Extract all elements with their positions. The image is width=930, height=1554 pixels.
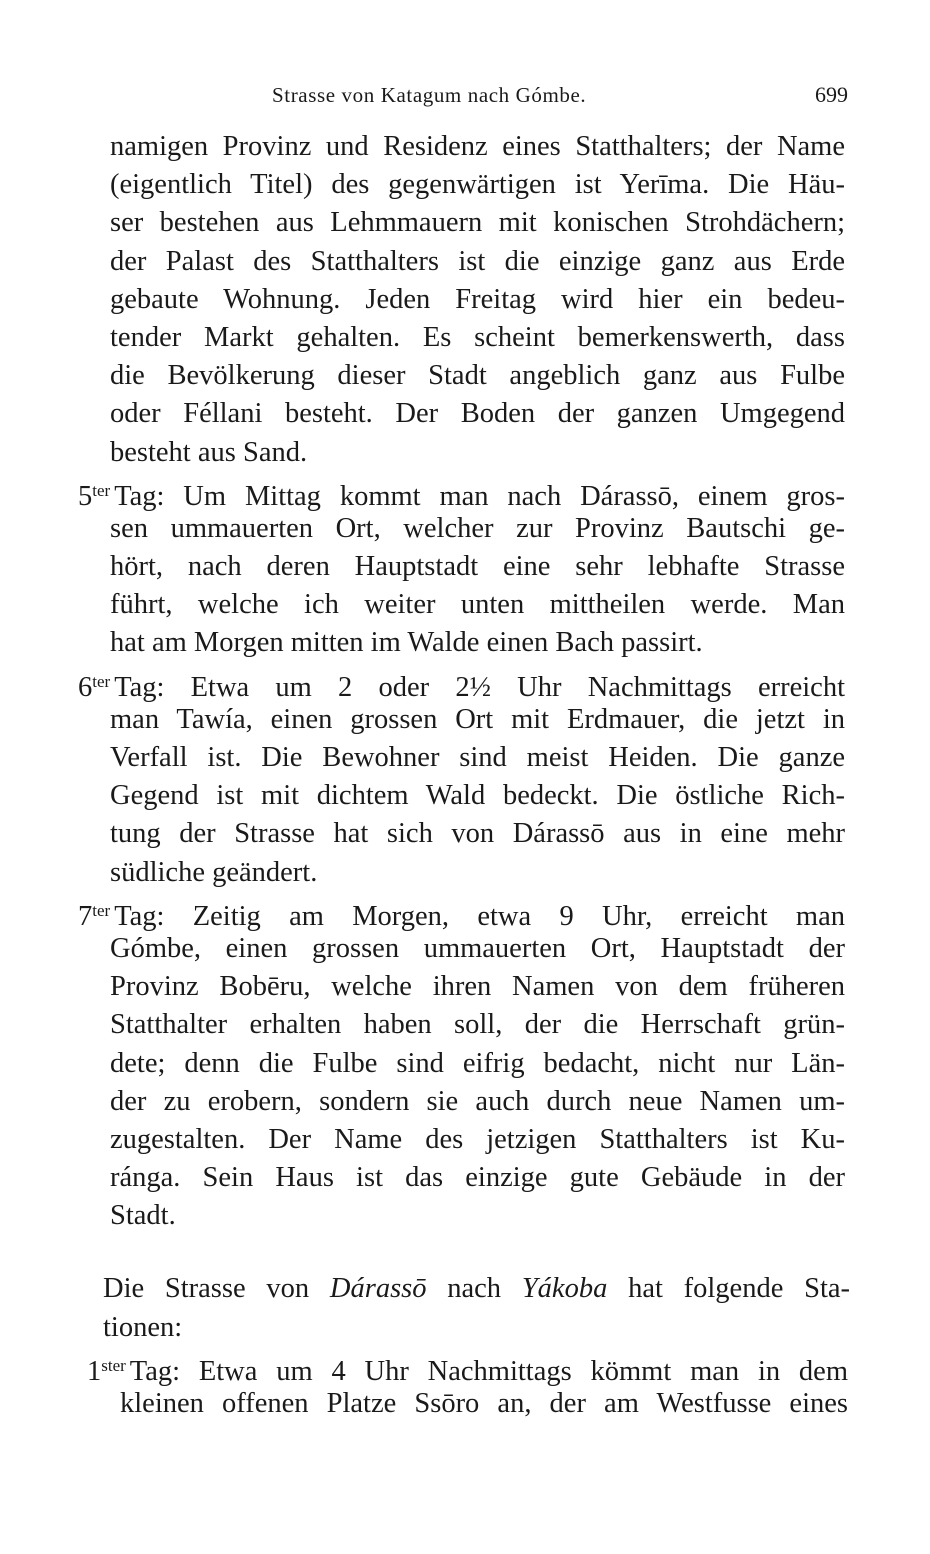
ordinal-suffix: ster — [101, 1355, 126, 1375]
text-line: hat am Morgen mitten im Walde einen Bach passirt. — [110, 627, 703, 659]
ordinal-suffix: ter — [92, 671, 111, 691]
text-line: hört, nach deren Hauptstadt eine sehr lebhafte Strasse — [110, 551, 845, 583]
page-number: 699 — [815, 82, 848, 107]
text-line — [87, 1347, 848, 1385]
text-line: man Tawía, einen grossen Ort mit Erdmauer, die jetzt in — [110, 703, 845, 735]
text-line — [78, 663, 845, 701]
ordinal-suffix: ter — [92, 480, 111, 500]
text-line: südliche geändert. — [110, 856, 318, 888]
line-text: Tag: Um Mittag kommt man nach Dárassō, einem gros- — [114, 480, 845, 512]
text-line: Stadt. — [110, 1200, 176, 1232]
page-body — [0, 128, 930, 1423]
text-line — [78, 892, 845, 930]
text-line: führt, welche ich weiter unten mittheilen werde. Man — [110, 589, 845, 621]
continuation-paragraph — [0, 128, 845, 472]
text-line: Provinz Bobēru, welche ihren Namen von dem früheren — [110, 971, 845, 1003]
text-line — [103, 1270, 850, 1308]
text-line: Statthalter erhalten haben soll, der die Herrschaft grün- — [110, 1009, 845, 1041]
line-text: nach — [426, 1273, 522, 1305]
text-line: (eigentlich Titel) des gegenwärtigen ist Yerīma. Die Häu- — [110, 169, 845, 201]
place-name: Yákoba — [521, 1273, 608, 1305]
text-line — [78, 472, 845, 510]
day-number: 7 — [78, 900, 93, 932]
day-entry-6 — [0, 663, 845, 892]
line-text: Tag: Etwa um 2 oder 2½ Uhr Nachmittags erreicht — [114, 671, 845, 703]
text-line: oder Féllani besteht. Der Boden der ganzen Umgegend — [110, 398, 845, 430]
day-number: 5 — [78, 480, 93, 512]
text-line: der Palast des Statthalters ist die einzige ganz aus Erde — [110, 245, 845, 277]
text-line: tung der Strasse hat sich von Dárassō aus in eine mehr — [110, 818, 845, 850]
text-line: Gegend ist mit dichtem Wald bedeckt. Die östliche Rich- — [110, 780, 845, 812]
ordinal-suffix: ter — [92, 900, 111, 920]
day-number: 6 — [78, 671, 93, 703]
text-line: tender Markt gehalten. Es scheint bemerkenswerth, dass — [110, 321, 845, 353]
text-line: besteht aus Sand. — [110, 436, 308, 468]
running-header — [0, 78, 930, 112]
route-intro-paragraph — [0, 1270, 850, 1346]
text-line: Gómbe, einen grossen ummauerten Ort, Hauptstadt der — [110, 932, 845, 964]
text-line: kleinen offenen Platze Ssōro an, der am Westfusse eines — [120, 1388, 848, 1419]
text-line: ser bestehen aus Lehmmauern mit konischen Strohdächern; — [110, 207, 845, 239]
day-entry-5 — [0, 472, 845, 663]
line-text: Die Strasse von — [103, 1273, 330, 1305]
text-line: zugestalten. Der Name des jetzigen Statthalters ist Ku- — [110, 1123, 845, 1155]
text-line: Verfall ist. Die Bewohner sind meist Heiden. Die ganze — [110, 742, 845, 773]
text-line: tionen: — [103, 1311, 183, 1343]
text-line: dete; denn die Fulbe sind eifrig bedacht, nicht nur Län- — [110, 1047, 845, 1079]
day-entry-7 — [0, 892, 845, 1236]
text-line: gebaute Wohnung. Jeden Freitag wird hier ein bedeu- — [110, 283, 845, 315]
text-line: die Bevölkerung dieser Stadt angeblich ganz aus Fulbe — [110, 360, 845, 392]
section-gap — [0, 1235, 930, 1270]
place-name: Dárassō — [329, 1273, 427, 1305]
text-line: sen ummauerten Ort, welcher zur Provinz Bautschi ge- — [110, 512, 845, 544]
running-title: Strasse von Katagum nach Gómbe. — [272, 83, 587, 107]
line-text: hat folgende Sta- — [607, 1273, 850, 1305]
day-entry-1 — [0, 1347, 848, 1423]
line-text: Tag: Zeitig am Morgen, etwa 9 Uhr, erreicht man — [114, 900, 845, 932]
text-line: namigen Provinz und Residenz eines Statthalters; der Name — [110, 131, 845, 162]
line-text: Tag: Etwa um 4 Uhr Nachmittags kömmt man in dem — [129, 1355, 848, 1387]
text-line: der zu erobern, sondern sie auch durch neue Namen um- — [110, 1085, 845, 1117]
text-line: ránga. Sein Haus ist das einzige gute Gebäude in der — [110, 1162, 845, 1194]
day-number: 1 — [87, 1355, 102, 1387]
